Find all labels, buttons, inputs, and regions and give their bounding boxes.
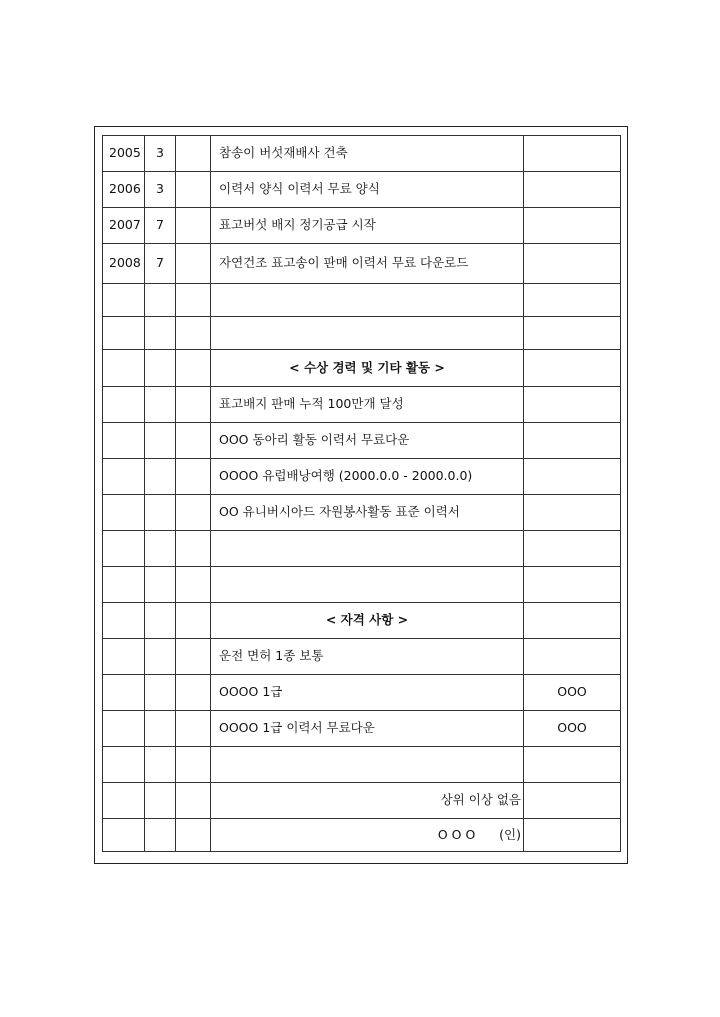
qualifications-section-heading: < 자격 사항 > bbox=[211, 603, 524, 639]
year-cell bbox=[103, 387, 145, 423]
year-cell bbox=[103, 495, 145, 531]
content-cell bbox=[211, 567, 524, 603]
day-cell bbox=[176, 675, 211, 711]
day-cell bbox=[176, 531, 211, 567]
table-row bbox=[103, 747, 621, 783]
table-row bbox=[103, 783, 621, 819]
day-cell bbox=[176, 747, 211, 783]
day-cell bbox=[176, 459, 211, 495]
day-cell bbox=[176, 639, 211, 675]
content-cell bbox=[211, 531, 524, 567]
month-cell bbox=[145, 531, 176, 567]
issuer-cell: OOO bbox=[524, 675, 621, 711]
issuer-cell bbox=[524, 495, 621, 531]
table-row bbox=[103, 136, 621, 172]
content-cell: 표고버섯 배지 정기공급 시작 bbox=[211, 208, 524, 244]
year-cell: 2008 bbox=[103, 244, 145, 284]
month-cell bbox=[145, 387, 176, 423]
month-cell: 3 bbox=[145, 136, 176, 172]
content-cell: 표고배지 판매 누적 100만개 달성 bbox=[211, 387, 524, 423]
month-cell bbox=[145, 783, 176, 819]
issuer-cell bbox=[524, 639, 621, 675]
issuer-cell bbox=[524, 244, 621, 284]
signature-line: O O O (인) bbox=[211, 819, 524, 852]
table-row bbox=[103, 495, 621, 531]
day-cell bbox=[176, 284, 211, 317]
issuer-cell bbox=[524, 567, 621, 603]
day-cell bbox=[176, 136, 211, 172]
issuer-cell bbox=[524, 350, 621, 387]
issuer-cell bbox=[524, 423, 621, 459]
year-cell bbox=[103, 819, 145, 852]
year-cell bbox=[103, 783, 145, 819]
resume-history-table bbox=[102, 135, 621, 852]
content-cell: OOOO 유럽배낭여행 (2000.0.0 - 2000.0.0) bbox=[211, 459, 524, 495]
day-cell bbox=[176, 317, 211, 350]
issuer-cell bbox=[524, 819, 621, 852]
day-cell bbox=[176, 387, 211, 423]
day-cell bbox=[176, 350, 211, 387]
table-row bbox=[103, 387, 621, 423]
issuer-cell bbox=[524, 747, 621, 783]
table-row bbox=[103, 675, 621, 711]
content-cell: 이력서 양식 이력서 무료 양식 bbox=[211, 172, 524, 208]
content-cell: 자연건조 표고송이 판매 이력서 무료 다운로드 bbox=[211, 244, 524, 284]
month-cell bbox=[145, 675, 176, 711]
day-cell bbox=[176, 783, 211, 819]
awards-section-heading: < 수상 경력 및 기타 활동 > bbox=[211, 350, 524, 387]
issuer-cell bbox=[524, 783, 621, 819]
year-cell bbox=[103, 675, 145, 711]
table-row bbox=[103, 423, 621, 459]
content-cell: OOOO 1급 bbox=[211, 675, 524, 711]
year-cell bbox=[103, 531, 145, 567]
issuer-cell bbox=[524, 459, 621, 495]
content-cell: OOO 동아리 활동 이력서 무료다운 bbox=[211, 423, 524, 459]
table-row bbox=[103, 172, 621, 208]
issuer-cell bbox=[524, 284, 621, 317]
year-cell bbox=[103, 639, 145, 675]
month-cell bbox=[145, 284, 176, 317]
month-cell bbox=[145, 317, 176, 350]
month-cell bbox=[145, 603, 176, 639]
content-cell bbox=[211, 747, 524, 783]
month-cell bbox=[145, 495, 176, 531]
month-cell bbox=[145, 423, 176, 459]
month-cell bbox=[145, 747, 176, 783]
table-row bbox=[103, 317, 621, 350]
content-cell: 운전 면허 1종 보통 bbox=[211, 639, 524, 675]
year-cell bbox=[103, 603, 145, 639]
year-cell bbox=[103, 459, 145, 495]
year-cell: 2005 bbox=[103, 136, 145, 172]
day-cell bbox=[176, 603, 211, 639]
day-cell bbox=[176, 208, 211, 244]
day-cell bbox=[176, 172, 211, 208]
year-cell bbox=[103, 317, 145, 350]
year-cell bbox=[103, 711, 145, 747]
issuer-cell bbox=[524, 136, 621, 172]
month-cell bbox=[145, 459, 176, 495]
content-cell: 참송이 버섯재배사 건축 bbox=[211, 136, 524, 172]
year-cell: 2006 bbox=[103, 172, 145, 208]
month-cell bbox=[145, 639, 176, 675]
issuer-cell bbox=[524, 603, 621, 639]
month-cell bbox=[145, 711, 176, 747]
table-row bbox=[103, 639, 621, 675]
day-cell bbox=[176, 567, 211, 603]
issuer-cell: OOO bbox=[524, 711, 621, 747]
table-row bbox=[103, 208, 621, 244]
issuer-cell bbox=[524, 208, 621, 244]
issuer-cell bbox=[524, 531, 621, 567]
month-cell bbox=[145, 819, 176, 852]
month-cell: 7 bbox=[145, 244, 176, 284]
issuer-cell bbox=[524, 172, 621, 208]
content-cell: OOOO 1급 이력서 무료다운 bbox=[211, 711, 524, 747]
table-row bbox=[103, 711, 621, 747]
month-cell: 3 bbox=[145, 172, 176, 208]
issuer-cell bbox=[524, 387, 621, 423]
table-row bbox=[103, 603, 621, 639]
content-cell bbox=[211, 317, 524, 350]
year-cell: 2007 bbox=[103, 208, 145, 244]
day-cell bbox=[176, 423, 211, 459]
declaration-text: 상위 이상 없음 bbox=[211, 783, 524, 819]
content-cell: OO 유니버시아드 자원봉사활동 표준 이력서 bbox=[211, 495, 524, 531]
year-cell bbox=[103, 284, 145, 317]
table-row bbox=[103, 459, 621, 495]
month-cell: 7 bbox=[145, 208, 176, 244]
day-cell bbox=[176, 244, 211, 284]
year-cell bbox=[103, 567, 145, 603]
year-cell bbox=[103, 747, 145, 783]
issuer-cell bbox=[524, 317, 621, 350]
table-row bbox=[103, 819, 621, 852]
table-row bbox=[103, 284, 621, 317]
table-row bbox=[103, 531, 621, 567]
table-row bbox=[103, 567, 621, 603]
year-cell bbox=[103, 350, 145, 387]
table-row bbox=[103, 244, 621, 284]
month-cell bbox=[145, 350, 176, 387]
table-row bbox=[103, 350, 621, 387]
content-cell bbox=[211, 284, 524, 317]
year-cell bbox=[103, 423, 145, 459]
month-cell bbox=[145, 567, 176, 603]
day-cell bbox=[176, 819, 211, 852]
day-cell bbox=[176, 711, 211, 747]
day-cell bbox=[176, 495, 211, 531]
